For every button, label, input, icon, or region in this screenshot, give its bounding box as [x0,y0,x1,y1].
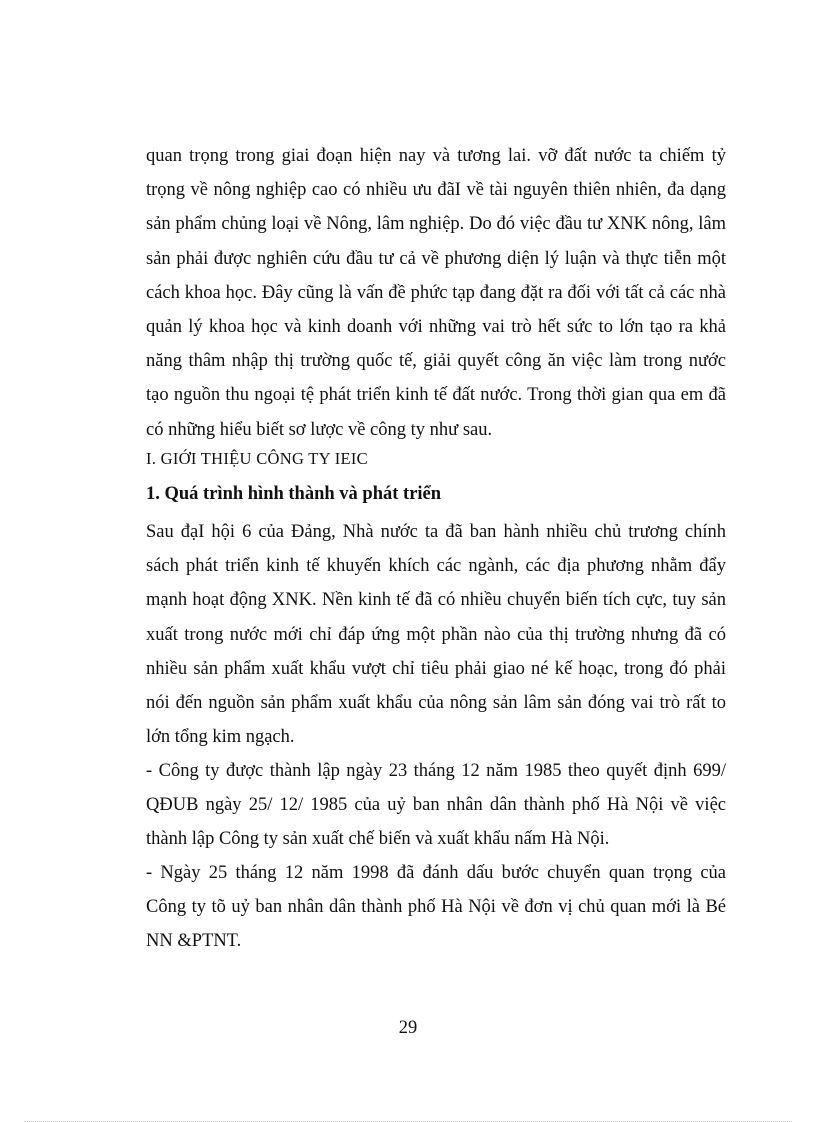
text-line: trọng về nông nghiệp cao có nhiều ưu đãI về tài nguyên thiên nhiên, đa dạng [146,180,726,201]
text-line: - Ngày 25 tháng 12 năm 1998 đã đánh dấu bước chuyển quan trọng của [146,863,726,883]
text-line: mạnh hoạt động XNK. Nền kinh tế đã có nhiều chuyển biến tích cực, tuy sản [146,590,726,611]
text-line: lớn tổng kim ngạch. [146,727,295,748]
text-line: Sau đạI hội 6 của Đảng, Nhà nước ta đã ban hành nhiều chủ trương chính [146,522,726,542]
text-line: QĐUB ngày 25/ 12/ 1985 của uỷ ban nhân dân thành phố Hà Nội về việc [146,795,726,816]
text-line: quản lý khoa học và kinh doanh với những vai trò hết sức to lớn tạo ra khả [146,317,726,338]
page-bottom-border [24,1121,792,1122]
history-paragraph [146,515,726,754]
text-line: quan trọng trong giai đoạn hiện nay và tương lai. vỡ đất nước ta chiếm tỷ [146,146,726,166]
text-line: nhiều sản phẩm xuất khẩu vượt chỉ tiêu phải giao né kế hoạc, trong đó phải [146,658,726,679]
subsection-heading: 1. Quá trình hình thành và phát triển [146,484,442,504]
text-line: sản phải được nghiên cứu đầu tư cả về phương diện lý luận và thực tiễn một [146,248,726,269]
text-line: tạo nguồn thu ngoại tệ phát triển kinh tế đất nước. Trong thời gian qua em đã [146,385,726,406]
page-number: 29 [398,1018,418,1038]
transfer-paragraph [146,856,726,959]
text-line: thành lập Công ty sản xuất chế biến và xuất khẩu nấm Hà Nội. [146,829,610,850]
text-line: có những hiểu biết sơ lược về công ty như sau. [146,419,493,440]
text-line: xuất trong nước mới chỉ đáp ứng một phần nào của thị trường nhưng đã có [146,624,726,645]
founding-paragraph [146,754,726,857]
text-line: NN &PTNT. [146,931,242,952]
text-line: sản phẩm chủng loại về Nông, lâm nghiệp. Do đó việc đầu tư XNK nông, lâm [146,214,726,235]
text-line: Công ty tõ uỷ ban nhân dân thành phố Hà Nội về đơn vị chủ quan mới là Bé [146,897,726,918]
text-line: cách khoa học. Đây cũng là vấn đề phức tạp đang đặt ra đối với tất cả các nhà [146,282,726,303]
text-line: - Công ty được thành lập ngày 23 tháng 12 năm 1985 theo quyết định 699/ [146,761,726,781]
intro-paragraph [146,139,726,447]
text-line: sách phát triển kinh tế khuyến khích các ngành, các địa phương nhằm đẩy [146,556,726,577]
text-line: nói đến nguồn sản phẩm xuất khẩu của nông sản lâm sản đóng vai trò rất to [146,693,726,714]
text-line: năng thâm nhập thị trường quốc tế, giải quyết công ăn việc làm trong nước [146,351,726,372]
section-heading: I. GIỚI THIỆU CÔNG TY IEIC [146,449,368,468]
